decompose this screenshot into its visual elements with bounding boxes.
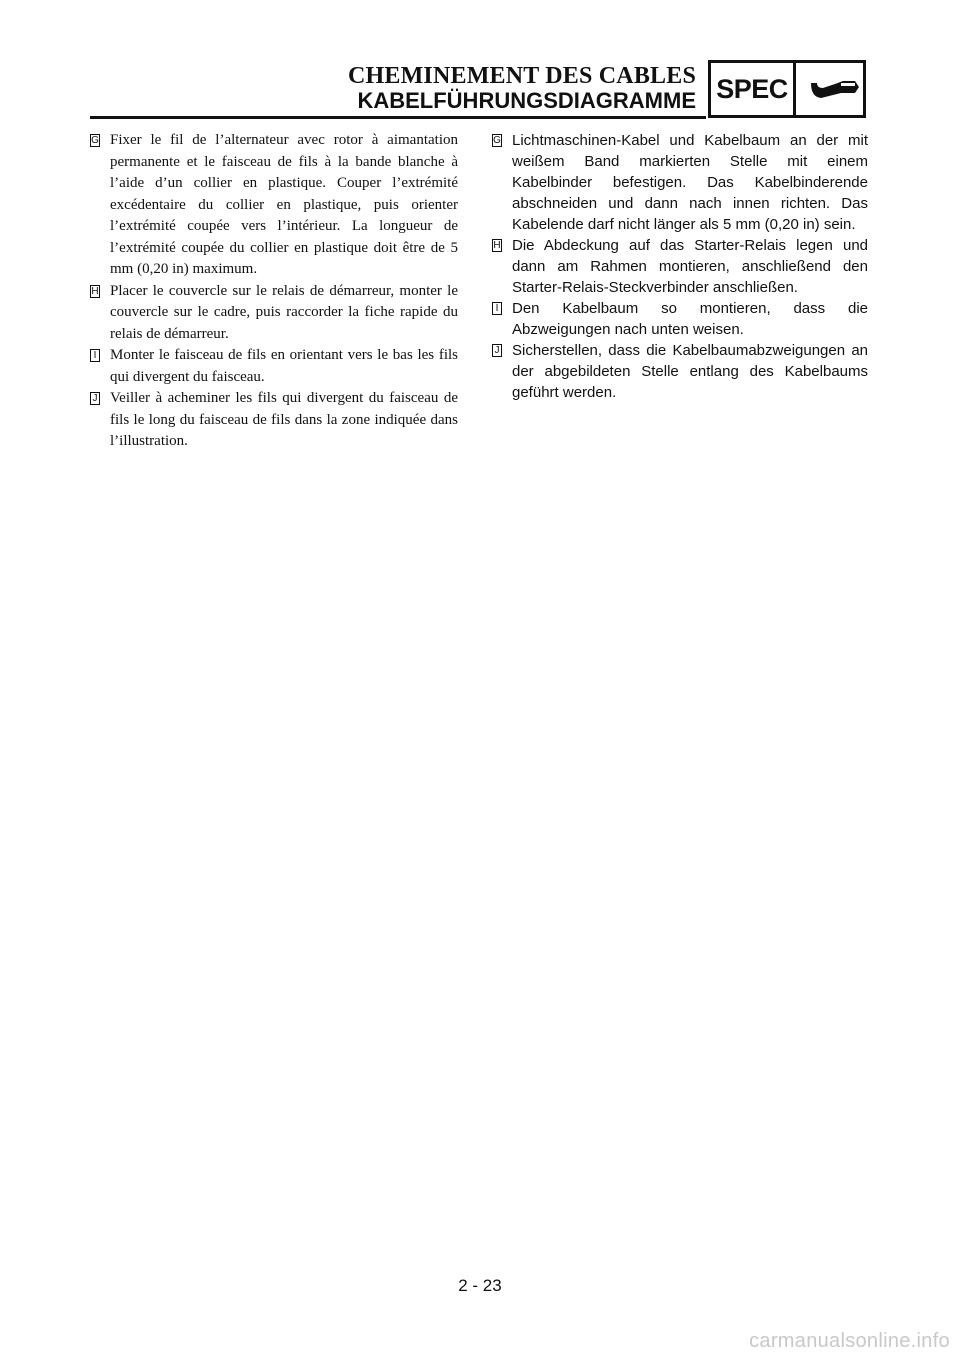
item-text: Placer le couvercle sur le relais de démarreur, monter le couvercle sur le cadre, puis raccorder la fiche rapide du relais de démarreur. bbox=[110, 282, 458, 342]
german-item-g bbox=[492, 130, 868, 235]
section-title-french: CHEMINEMENT DES CABLES bbox=[347, 63, 696, 89]
spec-badge-divider bbox=[793, 63, 796, 115]
page-header bbox=[0, 0, 960, 130]
german-item-h bbox=[492, 235, 868, 298]
section-title-german: KABELFÜHRUNGSDIAGRAMME bbox=[357, 88, 696, 113]
item-text: Fixer le fil de l’alternateur avec rotor à aimantation permanente et le faisceau de fils à la bande blanche à l’aide d’un collier en plastique. Couper l’extrémité excédentaire du collier en plastique, puis orienter l’extrémité coupée vers l’intérieur. La longueur de l’extrémité coupée du collier en plastique doit être de 5 mm (0,20 in) maximum. bbox=[110, 132, 458, 277]
item-marker: G bbox=[91, 135, 99, 146]
french-item-h bbox=[90, 281, 458, 346]
french-item-g bbox=[90, 130, 458, 281]
french-column bbox=[90, 130, 458, 453]
item-marker: J bbox=[492, 344, 502, 357]
item-marker: I bbox=[90, 349, 100, 362]
german-item-i bbox=[492, 298, 868, 340]
item-marker: J bbox=[90, 392, 100, 405]
spec-badge bbox=[708, 60, 866, 118]
item-marker: H bbox=[493, 240, 501, 251]
item-text: Den Kabelbaum so montieren, dass die Abzweigungen nach unten weisen. bbox=[512, 300, 868, 338]
spec-badge-label: SPEC bbox=[716, 74, 788, 104]
item-text: Sicherstellen, dass die Kabelbaumabzweigungen an der abgebildeten Stelle entlang des Kabelbaums geführt werden. bbox=[512, 342, 868, 401]
header-rule bbox=[90, 116, 706, 119]
german-item-j bbox=[492, 340, 868, 403]
item-text: Veiller à acheminer les fils qui divergent du faisceau de fils le long du faisceau de fils dans la zone indiquée dans l’illustration. bbox=[110, 390, 458, 449]
item-text: Lichtmaschinen-Kabel und Kabelbaum an der mit weißem Band markierten Stelle mit einem Kabelbinder befestigen. Das Kabelbinderende abschneiden und dann nach innen richten. Das Kabelende darf nicht länger als 5 mm (0,20 in) sein. bbox=[512, 132, 868, 233]
item-marker: G bbox=[493, 135, 501, 146]
item-marker: I bbox=[492, 302, 502, 315]
item-marker: H bbox=[91, 285, 99, 297]
watermark-text: carmanualsonline.info bbox=[749, 1330, 950, 1352]
item-text: Monter le faisceau de fils en orientant vers le bas les fils qui divergent du faisceau. bbox=[110, 347, 458, 385]
french-item-j bbox=[90, 388, 458, 453]
item-text: Die Abdeckung auf das Starter-Relais legen und dann am Rahmen montieren, anschließend den Starter-Relais-Steckverbinder anschließen. bbox=[512, 237, 868, 296]
german-column bbox=[492, 130, 868, 403]
wrench-icon bbox=[805, 71, 861, 107]
page-number: 2 - 23 bbox=[458, 1276, 502, 1295]
french-item-i bbox=[90, 345, 458, 388]
